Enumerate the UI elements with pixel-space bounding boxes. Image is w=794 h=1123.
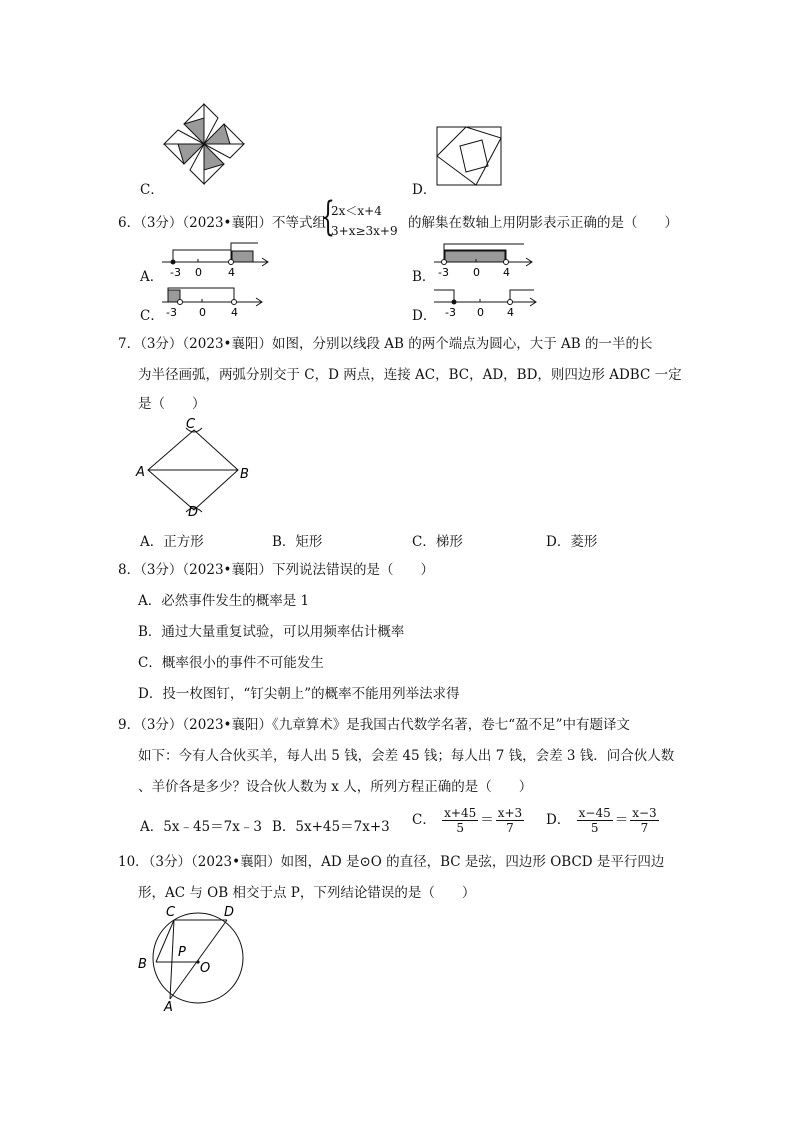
equals-sign: ＝ — [480, 812, 494, 828]
q6-option-d-numberline — [430, 280, 552, 320]
q9-option-a: A．5x﹣45＝7x﹣3 — [140, 819, 262, 835]
q10-label-a: A — [164, 1000, 173, 1014]
q6-b-tick-neg3: -3 — [438, 266, 449, 279]
q9-option-d — [546, 806, 661, 835]
q7-rhombus-figure — [134, 416, 264, 520]
q7-line-3: 是（ ） — [138, 396, 206, 412]
equals-sign: ＝ — [614, 812, 629, 828]
q8-option-a: A．必然事件发生的概率是 1 — [138, 593, 310, 609]
q10-label-b: B — [138, 957, 147, 972]
q6-a-tick-4: 4 — [228, 266, 235, 279]
q6-prefix: 6．（3分）（2023•襄阳）不等式组 — [118, 215, 326, 231]
fraction — [577, 806, 613, 835]
q9-option-c-label: C． — [412, 812, 436, 828]
denominator: 5 — [590, 821, 599, 835]
q8-option-b: B．通过大量重复试验，可以用频率估计概率 — [138, 624, 405, 640]
q6-option-c-numberline — [158, 280, 280, 320]
q7-option-b: B．矩形 — [272, 534, 323, 550]
q7-option-d: D．菱形 — [546, 534, 598, 550]
q9-line-3: 、羊价各是多少？设合伙人数为 x 人，所列方程正确的是（ ） — [138, 779, 533, 795]
q6-c-tick-0: 0 — [199, 306, 206, 319]
q6-d-tick-0: 0 — [477, 306, 484, 319]
q6-option-a-numberline — [158, 240, 280, 280]
q6-option-a-label: A． — [140, 269, 164, 285]
q6-b-tick-0: 0 — [473, 266, 480, 279]
q6-suffix: 的解集在数轴上用阴影表示正确的是（ ） — [408, 215, 678, 231]
square-figure — [436, 126, 504, 188]
fraction — [496, 806, 524, 835]
q9-option-c — [412, 806, 526, 835]
q10-label-c: C — [166, 905, 176, 920]
q9-option-b: B．5x+45＝7x+3 — [272, 819, 390, 835]
q6-option-b-label: B． — [412, 269, 436, 285]
q6-a-tick-neg3: -3 — [170, 266, 181, 279]
q7-label-b: B — [240, 467, 249, 482]
q9-line-2: 如下：今有人合伙买羊，每人出 5 钱，会差 45 钱；每人出 7 钱，会差 3 钱．问合伙人数 — [138, 748, 675, 764]
q6-option-b-numberline — [430, 240, 552, 280]
denominator: 7 — [506, 821, 514, 835]
q7-label-c: C — [186, 417, 196, 432]
q6-inequality-1: 2x＜x+4 — [331, 204, 382, 218]
q7-label-a: A — [136, 465, 145, 480]
denominator: 5 — [456, 821, 464, 835]
brace-icon: { — [321, 194, 335, 240]
q6-c-tick-neg3: -3 — [166, 306, 177, 319]
q10-circle-figure — [132, 902, 252, 1014]
q9-line-1: 9．（3分）（2023•襄阳）《九章算术》是我国古代数学名著，卷七“盈不足”中有题译文 — [118, 717, 631, 733]
q7-line-1: 7．（3分）（2023•襄阳）如图，分别以线段 AB 的两个端点为圆心，大于 AB 的一半的长 — [118, 336, 653, 352]
q10-label-p: P — [178, 945, 186, 960]
q10-line-1: 10．（3分）（2023•襄阳）如图，AD 是⊙O 的直径，BC 是弦，四边形 OBCD 是平行四边 — [118, 854, 665, 870]
q5-option-c-label: C． — [140, 182, 164, 198]
q6-a-tick-0: 0 — [195, 266, 202, 279]
denominator: 7 — [640, 821, 649, 835]
numerator: x+45 — [444, 806, 477, 820]
numerator: x−3 — [632, 806, 657, 820]
pinwheel-figure — [158, 100, 250, 188]
fraction — [630, 806, 658, 835]
q5-option-d-label: D． — [412, 182, 437, 198]
q10-line-2: 形，AC 与 OB 相交于点 P，下列结论错误的是（ ） — [138, 885, 476, 901]
q6-option-d-label: D． — [412, 308, 437, 324]
q6-b-tick-4: 4 — [503, 266, 510, 279]
q7-line-2: 为半径画弧，两弧分别交于 C，D 两点，连接 AC，BC，AD，BD，则四边形 ADBC 一定 — [138, 367, 682, 383]
q7-option-a: A．正方形 — [140, 534, 204, 550]
numerator: x−45 — [578, 806, 611, 820]
q10-label-d: D — [224, 905, 235, 920]
fraction — [442, 806, 478, 835]
q9-option-d-label: D． — [546, 812, 571, 828]
q10-label-o: O — [200, 961, 211, 976]
q8-option-c: C．概率很小的事件不可能发生 — [138, 655, 324, 671]
inequality-system — [331, 201, 398, 241]
numerator: x+3 — [497, 806, 523, 820]
q7-option-c: C．梯形 — [412, 534, 463, 550]
q8-option-d: D．投一枚图钉，“钉尖朝上”的概率不能用列举法求得 — [138, 686, 460, 702]
q6-c-tick-4: 4 — [231, 306, 238, 319]
q6-d-tick-neg3: -3 — [445, 306, 456, 319]
q6-inequality-2: 3+x≥3x+9 — [331, 224, 398, 238]
q8-stem: 8．（3分）（2023•襄阳）下列说法错误的是（ ） — [118, 562, 434, 578]
q6-option-c-label: C． — [140, 308, 164, 324]
q6-d-tick-4: 4 — [507, 306, 514, 319]
q7-label-d: D — [188, 505, 199, 520]
